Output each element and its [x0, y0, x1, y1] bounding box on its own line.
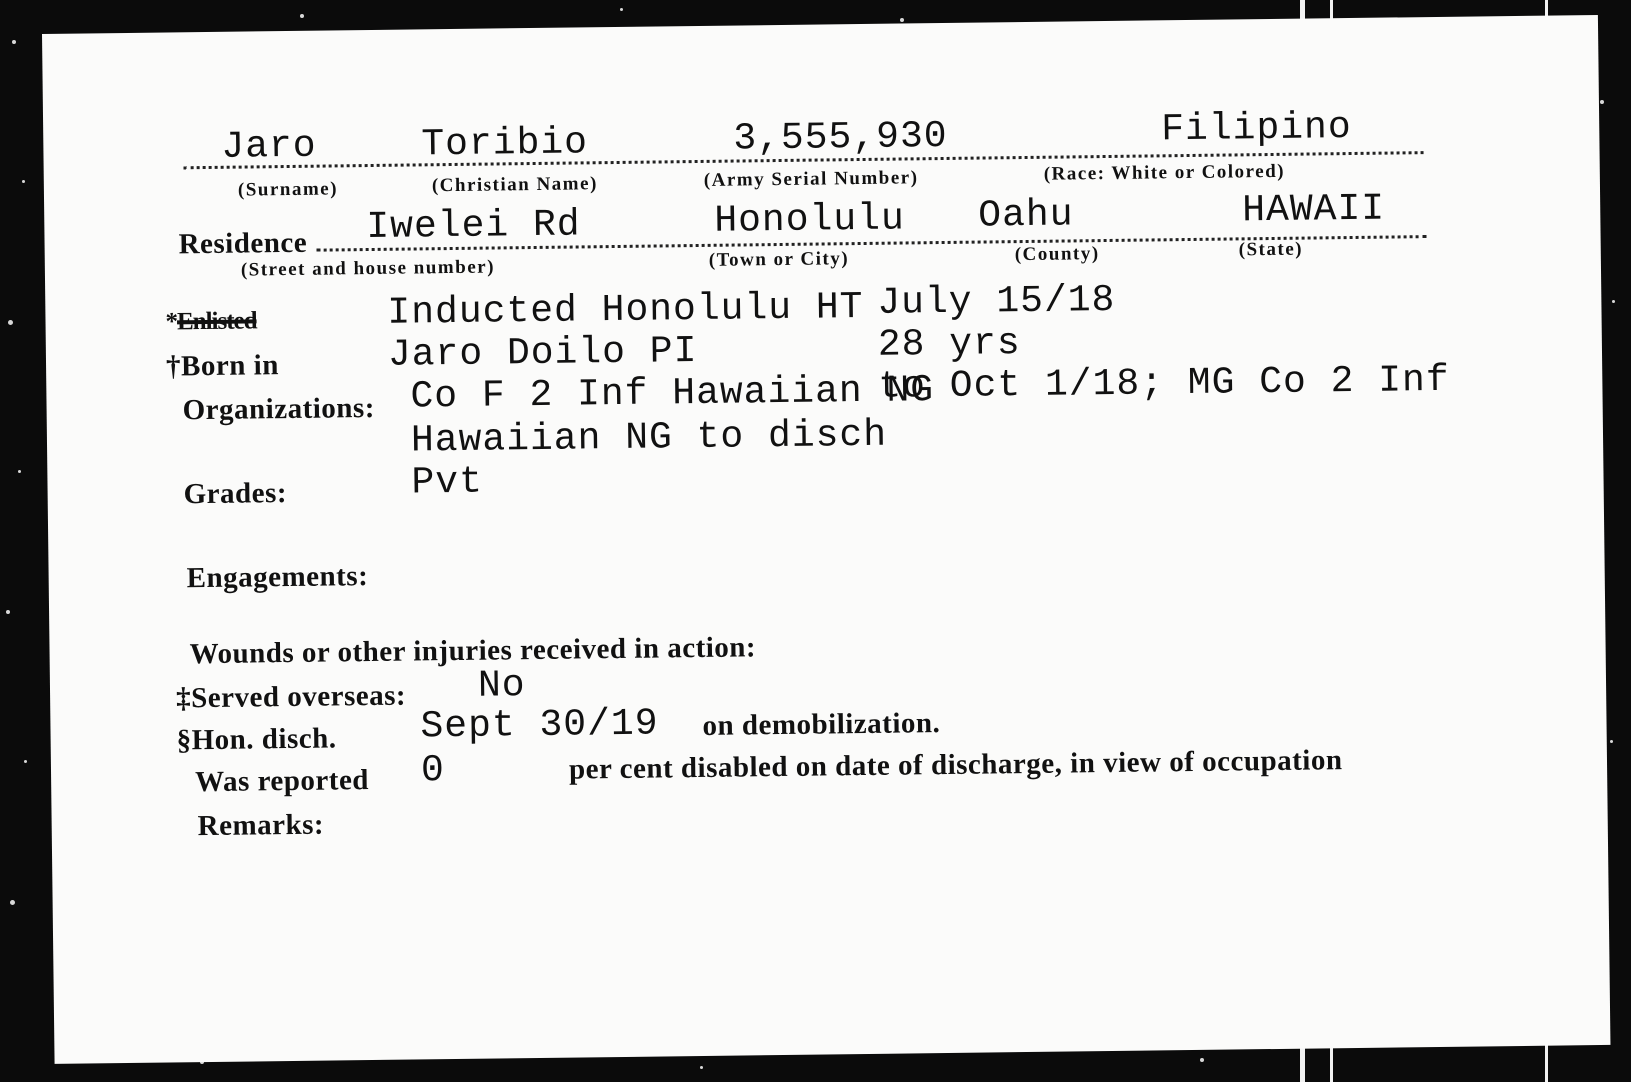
- street-caption: (Street and house number): [240, 256, 496, 281]
- speck: [1200, 1058, 1204, 1062]
- county-caption: (County): [1014, 243, 1100, 266]
- grades-value: Pvt: [411, 460, 484, 505]
- born-age: 28 yrs: [877, 322, 1021, 367]
- race-value: Filipino: [1160, 106, 1352, 152]
- was-reported-label: Was reported: [194, 764, 370, 799]
- serial-number-caption: (Army Serial Number): [703, 167, 919, 191]
- serial-number-value: 3,555,930: [733, 114, 948, 161]
- disability-percent-value: 0: [420, 749, 446, 793]
- engagements-label: Engagements:: [186, 560, 369, 595]
- speck: [1600, 100, 1604, 104]
- speck: [8, 320, 13, 325]
- speck: [1612, 300, 1615, 303]
- state-value: HAWAII: [1241, 187, 1386, 233]
- served-overseas-value: No: [477, 664, 526, 708]
- organizations-line1: Co F 2 Inf Hawaiian NG: [410, 369, 935, 419]
- hon-disch-suffix: on demobilization.: [702, 707, 941, 742]
- speck: [900, 18, 904, 22]
- remarks-label: Remarks:: [197, 808, 325, 843]
- state-caption: (State): [1238, 238, 1304, 261]
- enlisted-marker: *: [165, 308, 178, 336]
- served-overseas-label: ‡Served overseas:: [175, 679, 407, 715]
- wounds-label: Wounds or other injuries received in action:: [189, 631, 757, 671]
- street-value: Iwelei Rd: [366, 203, 581, 250]
- hon-disch-value: Sept 30/19: [420, 702, 659, 749]
- enlisted-label: [165, 307, 256, 336]
- service-record-card: [42, 15, 1610, 1064]
- speck: [1610, 740, 1613, 743]
- residence-label: Residence: [178, 226, 308, 261]
- speck: [620, 8, 623, 11]
- speck: [300, 14, 304, 18]
- speck: [12, 40, 16, 44]
- county-value: Oahu: [978, 193, 1074, 238]
- speck: [24, 760, 27, 763]
- speck: [18, 470, 21, 473]
- speck: [10, 900, 15, 905]
- was-reported-suffix: per cent disabled on date of discharge, in view of occupation: [568, 744, 1343, 786]
- enlisted-value: Inducted Honolulu HT: [387, 285, 864, 335]
- organizations-line1-cont: to Oct 1/18; MG Co 2 Inf: [878, 358, 1450, 409]
- surname-value: Jaro: [221, 124, 317, 169]
- organizations-line2: Hawaiian NG to disch: [410, 413, 888, 463]
- hon-disch-label: §Hon. disch.: [176, 722, 337, 757]
- organizations-label: Organizations:: [182, 391, 376, 427]
- born-label: †Born in: [165, 349, 280, 383]
- christian-name-caption: (Christian Name): [431, 173, 598, 197]
- speck: [6, 610, 10, 614]
- surname-caption: (Surname): [237, 178, 339, 201]
- enlisted-struck-text: Enlisted: [176, 307, 257, 336]
- grades-label: Grades:: [183, 477, 288, 511]
- town-value: Honolulu: [714, 197, 906, 243]
- born-value: Jaro Doilo PI: [387, 330, 698, 377]
- christian-name-value: Toribio: [421, 121, 589, 167]
- speck: [22, 180, 25, 183]
- speck: [700, 1066, 703, 1069]
- race-caption: (Race: White or Colored): [1043, 160, 1286, 185]
- enlisted-date: July 15/18: [877, 278, 1116, 325]
- town-caption: (Town or City): [708, 248, 850, 271]
